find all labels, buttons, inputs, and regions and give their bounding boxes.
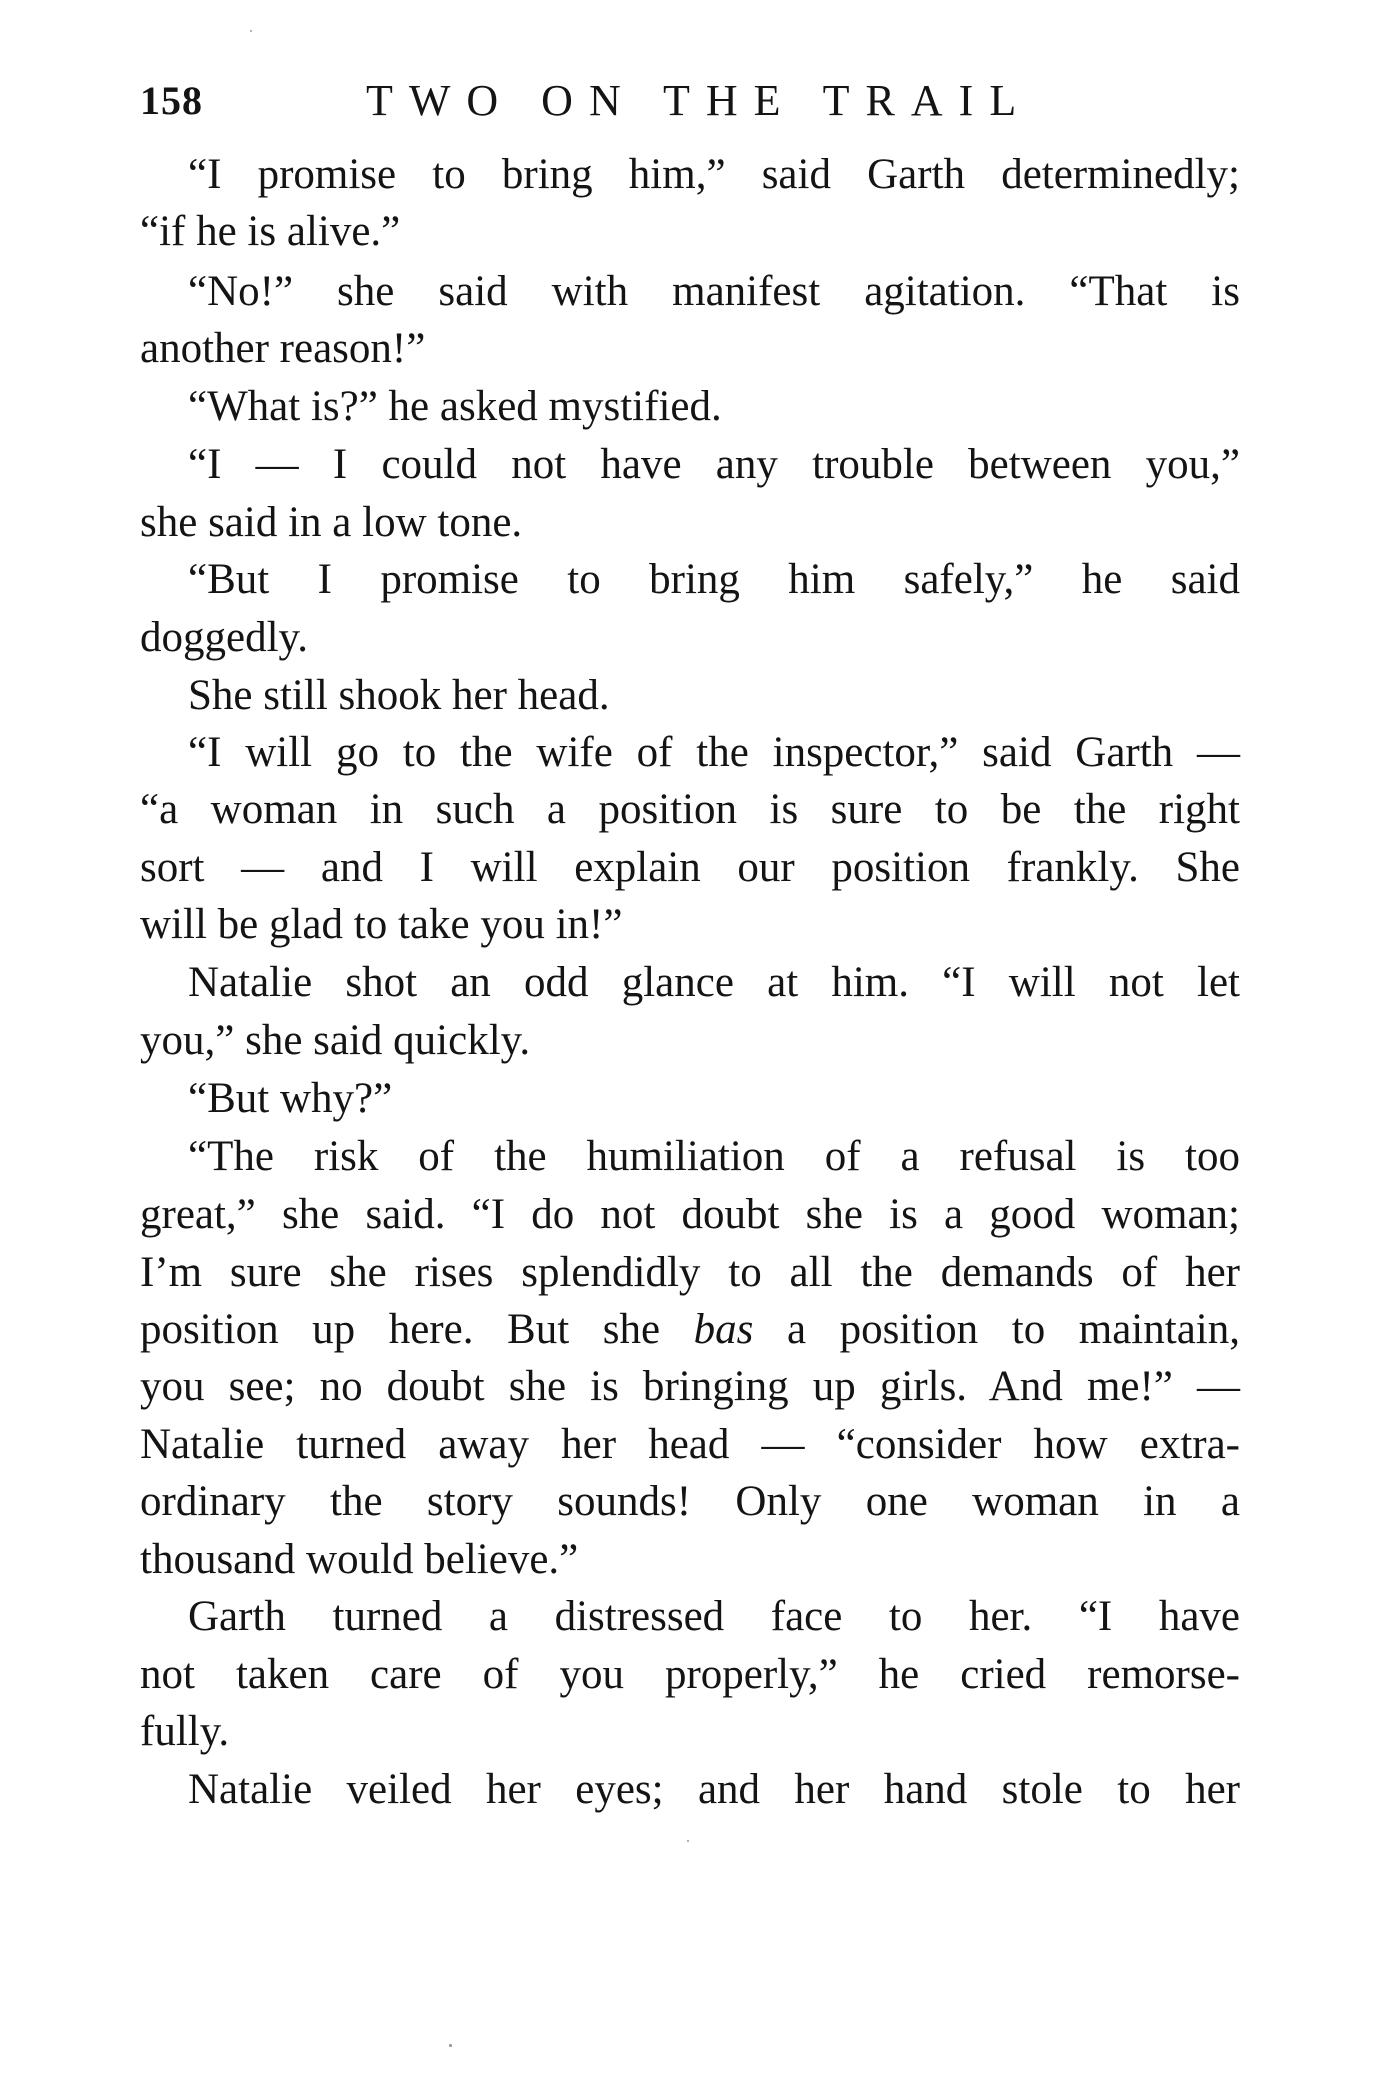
text-line: she said in a low tone. [140, 499, 523, 546]
text-line: “What is?” he asked mystified. [188, 383, 722, 430]
text-line: She still shook her head. [188, 672, 610, 719]
text-line [140, 1301, 1240, 1358]
text-line: sort — and I will explain our position frankly. She [140, 844, 1240, 891]
page-number: 158 [140, 78, 203, 123]
text-line: Natalie veiled her eyes; and her hand stole to her [188, 1766, 1240, 1813]
text-line: another reason!” [140, 325, 426, 372]
text-line: I’m sure she rises splendidly to all the demands of her [140, 1249, 1240, 1296]
text-line: “But I promise to bring him safely,” he said [188, 556, 1240, 603]
text-line: Natalie turned away her head — “consider how extra- [140, 1421, 1240, 1468]
text-line: doggedly. [140, 614, 308, 661]
text-run: a position to maintain, [753, 1306, 1240, 1353]
text-line: “I will go to the wife of the inspector,” said Garth — [188, 729, 1240, 776]
italic-emphasis: bas [693, 1306, 754, 1353]
text-line: you,” she said quickly. [140, 1017, 531, 1064]
text-line: thousand would believe.” [140, 1536, 579, 1583]
running-head [140, 66, 1240, 136]
text-line: “a woman in such a position is sure to be the right [140, 786, 1240, 833]
text-line: fully. [140, 1708, 230, 1755]
text-line: “I — I could not have any trouble between you,” [188, 441, 1240, 488]
text-line: not taken care of you properly,” he cried remorse- [140, 1651, 1240, 1698]
running-title: TWO ON THE TRAIL [366, 76, 1033, 125]
text-line: “I promise to bring him,” said Garth determinedly; [188, 151, 1240, 198]
text-line: Garth turned a distressed face to her. “I have [188, 1593, 1240, 1640]
text-line: “if he is alive.” [140, 208, 401, 255]
text-line: “But why?” [188, 1075, 393, 1122]
text-line: “No!” she said with manifest agitation. “That is [188, 268, 1240, 315]
body-text [140, 146, 1240, 1946]
text-line: Natalie shot an odd glance at him. “I will not let [188, 959, 1240, 1006]
text-line: will be glad to take you in!” [140, 901, 623, 948]
paper-speck [449, 2044, 452, 2047]
text-line: great,” she said. “I do not doubt she is a good woman; [140, 1191, 1240, 1238]
text-line: “The risk of the humiliation of a refusal is too [188, 1133, 1240, 1180]
paper-speck [250, 30, 252, 32]
text-line: ordinary the story sounds! Only one woman in a [140, 1478, 1240, 1525]
text-line: you see; no doubt she is bringing up girls. And me!” — [140, 1363, 1240, 1410]
text-run: position up here. But she [140, 1306, 694, 1353]
